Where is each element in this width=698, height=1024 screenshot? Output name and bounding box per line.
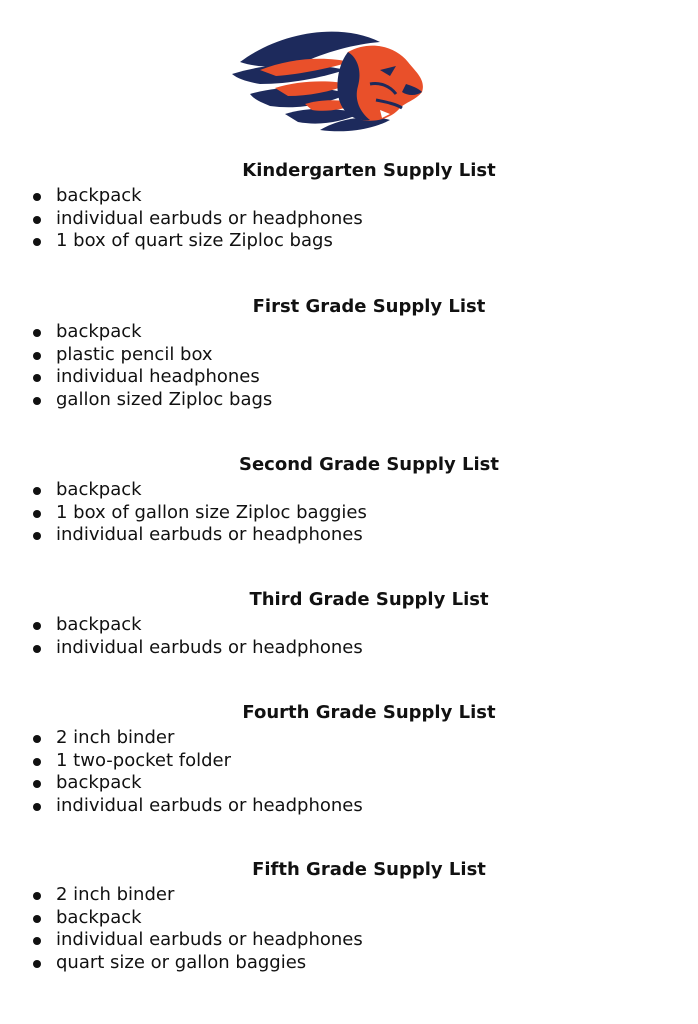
bullet-icon (33, 329, 41, 337)
bullet-icon (33, 915, 41, 923)
bullet-icon (33, 735, 41, 743)
bullet-icon (33, 510, 41, 518)
bullet-icon (33, 645, 41, 653)
bullet-icon (33, 758, 41, 766)
list-item-text: 2 inch binder (56, 727, 175, 748)
list-item-text: 2 inch binder (56, 884, 175, 905)
list-item-text: plastic pencil box (56, 343, 213, 365)
list-item-text: quart size or gallon baggies (56, 951, 307, 973)
bullet-icon (33, 780, 41, 788)
bullet-icon (33, 193, 41, 201)
list-item-text: 1 two-pocket folder (56, 749, 232, 771)
bullet-icon (33, 892, 41, 900)
list-item-text: backpack (56, 321, 142, 342)
section-heading: First Grade Supply List (252, 296, 486, 317)
list-item-text: 1 box of gallon size Ziploc baggies (56, 501, 367, 523)
bullet-icon (33, 216, 41, 224)
list-item-text: backpack (56, 185, 142, 206)
section-heading: Fifth Grade Supply List (252, 859, 486, 880)
list-item-text: individual headphones (56, 366, 260, 388)
bullet-icon (33, 487, 41, 495)
section-heading: Third Grade Supply List (249, 589, 489, 610)
bullet-icon (33, 238, 41, 246)
bullet-icon (33, 374, 41, 382)
list-item-text: backpack (56, 479, 142, 500)
bullet-icon (33, 937, 41, 945)
bullet-icon (33, 352, 41, 360)
section-heading: Kindergarten Supply List (242, 160, 496, 181)
section-heading: Second Grade Supply List (238, 454, 499, 475)
section-heading: Fourth Grade Supply List (242, 702, 496, 723)
list-item-text: gallon sized Ziploc bags (56, 388, 273, 410)
list-item-text: backpack (56, 772, 142, 794)
list-item-text: 1 box of quart size Ziploc bags (56, 230, 333, 252)
bullet-icon (33, 622, 41, 630)
list-item-text: individual earbuds or headphones (56, 794, 363, 816)
list-item-text: backpack (56, 906, 142, 928)
bullet-icon (33, 803, 41, 811)
lion-head-logo-icon (230, 22, 430, 134)
bullet-icon (33, 532, 41, 540)
list-item-text: individual earbuds or headphones (56, 636, 363, 658)
bullet-icon (33, 960, 41, 968)
list-item-text: individual earbuds or headphones (56, 524, 363, 546)
list-item-text: individual earbuds or headphones (56, 207, 363, 229)
list-item-text: backpack (56, 614, 142, 635)
bullet-icon (33, 397, 41, 405)
list-item-text: individual earbuds or headphones (56, 929, 363, 951)
